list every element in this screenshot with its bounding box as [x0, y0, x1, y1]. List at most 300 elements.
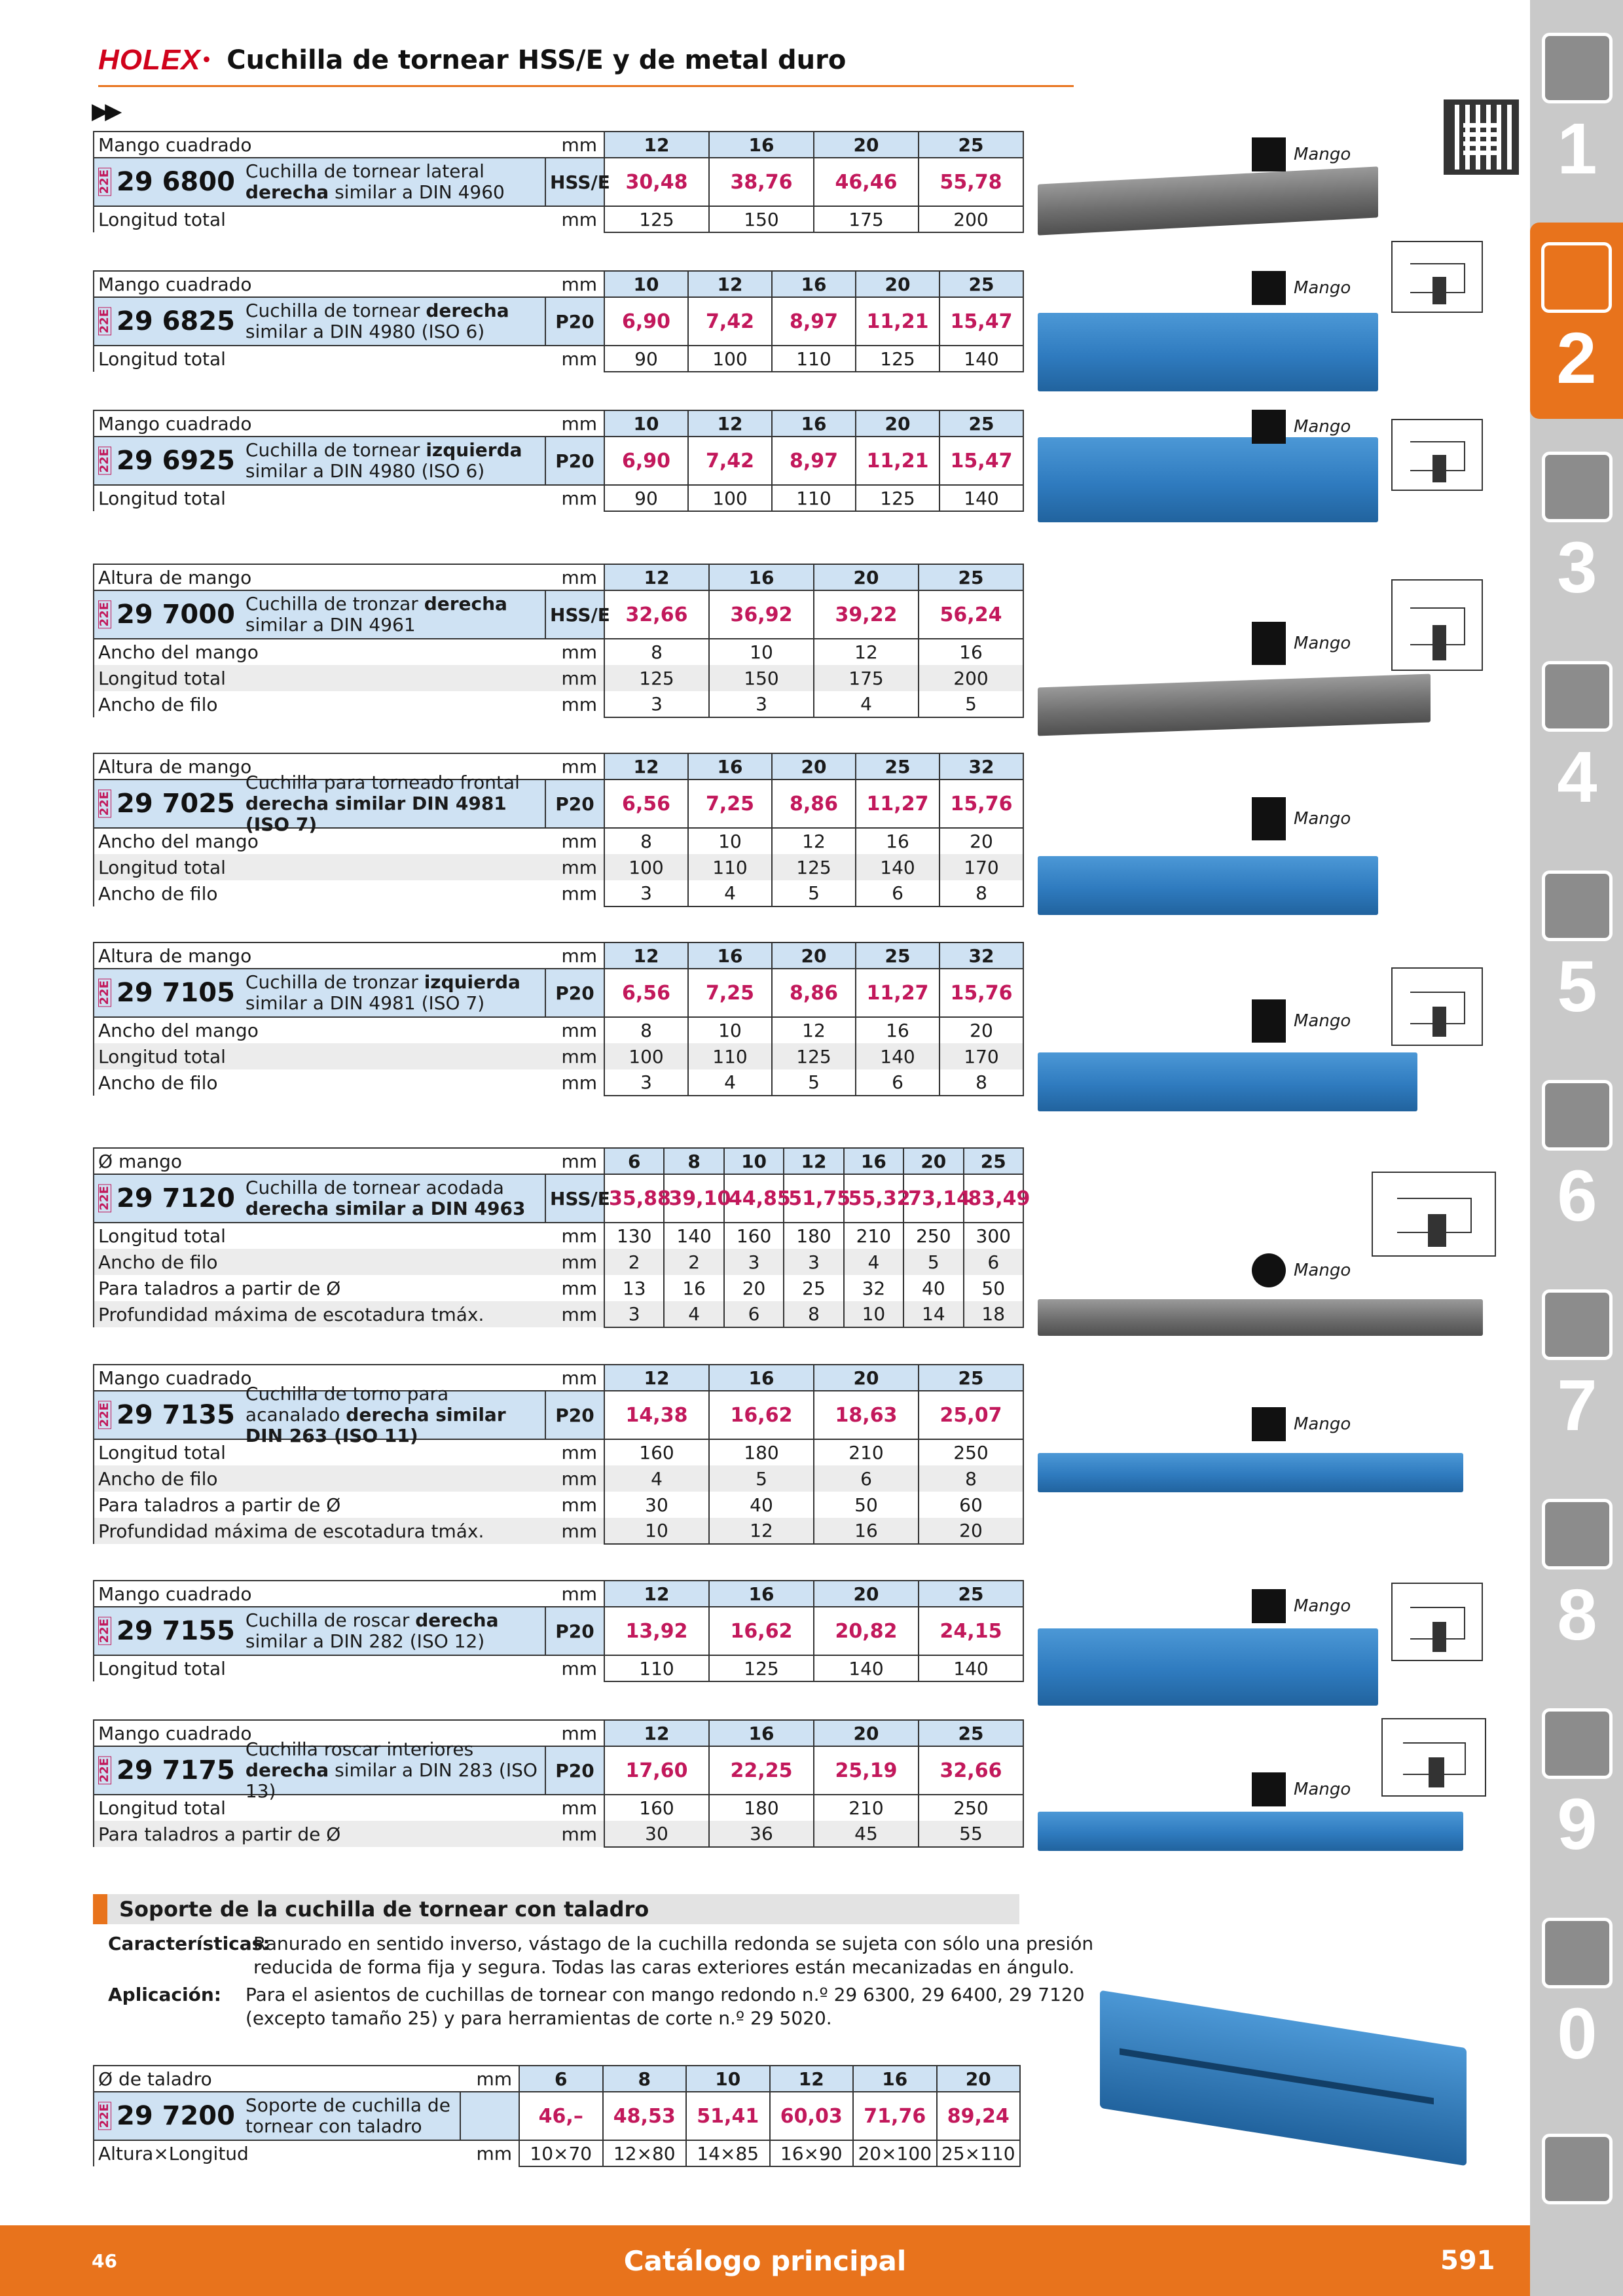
chapter-tab-3[interactable]	[1537, 432, 1618, 628]
spec-value: 5	[919, 691, 1023, 717]
article-number[interactable]	[94, 298, 235, 345]
spec-value: 14	[903, 1301, 963, 1327]
price-cell[interactable]: 24,15	[919, 1607, 1023, 1655]
chapter-number: 4	[1557, 737, 1597, 817]
article-description	[235, 440, 545, 482]
schematic-297000	[1391, 579, 1483, 671]
spec-value: 180	[709, 1795, 814, 1821]
shank-legend-square	[1252, 1589, 1351, 1623]
spec-row	[94, 1017, 1023, 1043]
spec-value: 32	[844, 1275, 903, 1301]
price-cell[interactable]: 83,49	[964, 1174, 1023, 1223]
spec-value: 125	[604, 206, 709, 232]
spec-label: Longitud total	[94, 854, 545, 880]
price-cell[interactable]: 11,27	[856, 969, 939, 1017]
price-cell[interactable]: 18,63	[814, 1391, 919, 1439]
spec-value: 175	[814, 665, 919, 691]
article-number[interactable]	[94, 1607, 235, 1655]
spec-label: Longitud total	[94, 485, 545, 511]
spec-value: 250	[903, 1223, 963, 1249]
spec-value: 170	[939, 1043, 1023, 1069]
article-code: 29 7175	[117, 1755, 235, 1785]
spec-value: 12	[709, 1518, 814, 1544]
price-cell[interactable]: 14,38	[604, 1391, 709, 1439]
spec-value: 125	[604, 665, 709, 691]
price-cell[interactable]: 39,22	[814, 590, 919, 639]
spec-value: 12	[772, 1017, 856, 1043]
price-cell[interactable]: 15,47	[939, 437, 1023, 485]
dimension-value: 25	[919, 1365, 1023, 1391]
square-shank-icon	[1252, 1407, 1286, 1441]
unit-label: mm	[545, 485, 604, 511]
spec-value: 3	[604, 1069, 688, 1096]
material-grade: P20	[545, 969, 604, 1017]
material-grade: P20	[545, 1391, 604, 1439]
drill-icon	[1542, 33, 1613, 103]
spec-value: 100	[688, 485, 772, 511]
unit-label: mm	[545, 1795, 604, 1821]
price-cell[interactable]: 71,76	[853, 2092, 937, 2140]
legend-label: Mango	[1294, 1414, 1351, 1434]
spec-table-297155	[93, 1580, 1024, 1682]
spec-row	[94, 691, 1023, 717]
price-cell[interactable]: 15,76	[939, 969, 1023, 1017]
price-cell[interactable]: 30,48	[604, 158, 709, 206]
spec-value: 30	[604, 1492, 709, 1518]
dimension-value: 16	[709, 1365, 814, 1391]
spec-value: 160	[604, 1795, 709, 1821]
spec-value: 20	[939, 1017, 1023, 1043]
article-code: 29 7135	[117, 1400, 235, 1430]
spec-value: 250	[919, 1439, 1023, 1465]
brand-logo: HOLEX	[98, 44, 201, 76]
footer-page-left: 46	[92, 2250, 117, 2272]
spec-value: 210	[844, 1223, 903, 1249]
price-cell[interactable]: 39,10	[664, 1174, 723, 1223]
price-cell[interactable]: 11,21	[856, 437, 939, 485]
price-cell[interactable]: 17,60	[604, 1746, 709, 1795]
price-cell[interactable]: 8,97	[772, 437, 856, 485]
article-row[interactable]	[94, 1746, 1023, 1795]
spec-row	[94, 1223, 1023, 1249]
features-block	[108, 1932, 1094, 1982]
chapter-tab-5[interactable]	[1537, 851, 1618, 1047]
price-cell[interactable]: 16,62	[709, 1607, 814, 1655]
dimension-value: 16	[688, 753, 772, 780]
material-grade	[460, 2092, 519, 2140]
spec-label: Profundidad máxima de escotadura tmáx.	[94, 1518, 545, 1544]
spec-value: 90	[604, 485, 688, 511]
article-cell	[94, 1174, 545, 1223]
spec-value: 16	[664, 1275, 723, 1301]
spec-value: 25	[784, 1275, 843, 1301]
spec-value: 140	[919, 1655, 1023, 1681]
dimension-value: 12	[604, 942, 688, 969]
unit-label: mm	[545, 691, 604, 717]
spec-label: Profundidad máxima de escotadura tmáx.	[94, 1301, 545, 1327]
unit-label: mm	[545, 1249, 604, 1275]
dimension-value: 16	[844, 1148, 903, 1174]
material-grade: P20	[545, 297, 604, 346]
tag-icon: 22E	[98, 1184, 111, 1212]
price-cell[interactable]: 25,07	[919, 1391, 1023, 1439]
spec-label: Ancho del mango	[94, 639, 545, 665]
price-cell[interactable]: 73,14	[903, 1174, 963, 1223]
price-cell[interactable]: 15,76	[939, 780, 1023, 828]
spec-label: Altura×Longitud	[94, 2140, 460, 2166]
spec-table-297175	[93, 1719, 1024, 1848]
forward-arrows-icon[interactable]: ▶▶	[92, 98, 119, 124]
desc-bold: derecha	[424, 593, 507, 615]
features-label: Características:	[108, 1933, 270, 1954]
spec-value: 130	[604, 1223, 664, 1249]
article-description	[235, 972, 545, 1014]
features-text: Ranurado en sentido inverso, vástago de la cuchilla redonda se sujeta con sólo una presión reducida de forma fija y segura. Todas las caras exteriores están mecanizadas en ángulo.	[253, 1933, 1094, 1978]
article-code: 29 7155	[117, 1616, 235, 1646]
tag-icon: 22E	[98, 446, 111, 475]
tag-icon: 22E	[98, 1617, 111, 1645]
dimension-value: 20	[937, 2066, 1021, 2092]
desc-bold: izquierda	[426, 439, 522, 461]
dimension-value: 12	[604, 753, 688, 780]
dimension-value: 20	[772, 753, 856, 780]
spec-value: 60	[919, 1492, 1023, 1518]
material-grade: HSS/E	[545, 590, 604, 639]
spec-value: 100	[604, 1043, 688, 1069]
article-row[interactable]	[94, 437, 1023, 485]
article-number[interactable]	[94, 969, 235, 1016]
spec-value: 3	[604, 1301, 664, 1327]
spec-value: 25×110	[937, 2140, 1021, 2166]
price-cell[interactable]: 15,47	[939, 297, 1023, 346]
chapter-tab-1[interactable]	[1537, 13, 1618, 209]
article-number[interactable]	[94, 158, 235, 206]
unit-label: mm	[545, 1821, 604, 1847]
article-code: 29 6825	[117, 306, 235, 336]
article-description	[235, 594, 545, 636]
spec-row	[94, 1655, 1023, 1681]
spec-row	[94, 1439, 1023, 1465]
spec-value: 125	[709, 1655, 814, 1681]
dimension-value: 12	[604, 1365, 709, 1391]
price-cell[interactable]: 38,76	[709, 158, 814, 206]
dimension-value: 25	[919, 564, 1023, 590]
spec-value: 125	[772, 1043, 856, 1069]
article-row[interactable]	[94, 1174, 1023, 1223]
price-cell[interactable]: 46,–	[519, 2092, 603, 2140]
spec-table-296800	[93, 131, 1024, 233]
price-cell[interactable]: 7,25	[688, 780, 772, 828]
pliers-icon	[1542, 1289, 1613, 1360]
spec-value: 16×90	[770, 2140, 854, 2166]
price-cell[interactable]: 56,24	[919, 590, 1023, 639]
chapter-tab-4[interactable]	[1537, 641, 1618, 838]
spec-value: 4	[844, 1249, 903, 1275]
price-cell[interactable]: 6,56	[604, 780, 688, 828]
price-cell[interactable]: 32,66	[919, 1746, 1023, 1795]
tool-image-296925	[1038, 437, 1378, 522]
dimension-value: 10	[724, 1148, 784, 1174]
dimension-value: 10	[686, 2066, 770, 2092]
header-rule	[98, 85, 1074, 87]
spec-value: 125	[856, 346, 939, 372]
article-code: 29 7025	[117, 789, 235, 819]
article-number[interactable]	[94, 437, 235, 484]
footer-page-number: 591	[1440, 2246, 1495, 2276]
spec-value: 10	[709, 639, 814, 665]
price-cell[interactable]: 8,97	[772, 297, 856, 346]
material-grade: HSS/E	[545, 1174, 604, 1223]
tool-image-296825	[1038, 313, 1378, 391]
price-cell[interactable]: 55,32	[844, 1174, 903, 1223]
spec-label: Longitud total	[94, 1795, 545, 1821]
dimension-value: 20	[856, 271, 939, 297]
price-cell[interactable]: 8,86	[772, 780, 856, 828]
tag-icon: 22E	[98, 2102, 111, 2130]
dimension-label: Mango cuadrado	[94, 1365, 545, 1391]
price-cell[interactable]: 48,53	[603, 2092, 687, 2140]
article-cell	[94, 1383, 545, 1446]
price-cell[interactable]: 32,66	[604, 590, 709, 639]
spec-value: 140	[939, 485, 1023, 511]
dimension-value: 12	[784, 1148, 843, 1174]
unit-label: mm	[545, 1148, 604, 1174]
spec-value: 100	[604, 854, 688, 880]
spec-row	[94, 1069, 1023, 1096]
spec-value: 110	[688, 1043, 772, 1069]
spec-label: Para taladros a partir de Ø	[94, 1492, 545, 1518]
shank-legend-rect	[1252, 797, 1351, 840]
price-cell[interactable]: 8,86	[772, 969, 856, 1017]
spec-value: 16	[856, 1017, 939, 1043]
price-cell[interactable]: 6,90	[604, 297, 688, 346]
spec-value: 8	[604, 639, 709, 665]
article-code: 29 7000	[117, 600, 235, 630]
dimension-value: 16	[709, 564, 814, 590]
chapter-tab-2[interactable]	[1530, 223, 1623, 419]
material-grade: P20	[545, 780, 604, 828]
spec-value: 300	[964, 1223, 1023, 1249]
spec-value: 110	[772, 346, 856, 372]
dimension-value: 20	[814, 132, 919, 158]
article-row[interactable]	[94, 158, 1023, 206]
desc-text: Cuchilla de tornear	[245, 439, 426, 461]
spec-value: 210	[814, 1439, 919, 1465]
price-cell[interactable]: 51,75	[784, 1174, 843, 1223]
price-cell[interactable]: 7,42	[688, 297, 772, 346]
desc-text: Soporte de cuchilla de tornear con taladro	[245, 2094, 450, 2137]
cabinet-icon	[1542, 1708, 1613, 1779]
price-cell[interactable]: 16,62	[709, 1391, 814, 1439]
spec-label: Longitud total	[94, 665, 545, 691]
chapter-number: 8	[1557, 1575, 1597, 1655]
spec-value: 250	[919, 1795, 1023, 1821]
article-number[interactable]	[94, 591, 235, 638]
spec-value: 20	[939, 828, 1023, 854]
page-header	[98, 41, 846, 80]
spec-row	[94, 2140, 1020, 2166]
price-cell[interactable]: 6,56	[604, 969, 688, 1017]
price-cell[interactable]: 22,25	[709, 1746, 814, 1795]
unit-label: mm	[545, 828, 604, 854]
dimension-value: 16	[709, 1720, 814, 1746]
dimension-value: 20	[903, 1148, 963, 1174]
spec-label: Longitud total	[94, 206, 545, 232]
spec-table-296925	[93, 410, 1024, 512]
spec-value: 140	[664, 1223, 723, 1249]
tool-image-297025	[1038, 856, 1378, 915]
square-shank-icon	[1252, 1589, 1286, 1623]
price-cell[interactable]: 20,82	[814, 1607, 919, 1655]
article-row[interactable]	[94, 590, 1023, 639]
logo-dot: •	[200, 48, 213, 72]
round-shank-icon	[1252, 1253, 1286, 1287]
tap-icon	[1542, 452, 1613, 522]
unit-label: mm	[545, 1720, 604, 1746]
price-cell[interactable]: 55,78	[919, 158, 1023, 206]
article-row[interactable]	[94, 969, 1023, 1017]
dimension-value: 8	[664, 1148, 723, 1174]
price-cell[interactable]: 44,85	[724, 1174, 784, 1223]
spec-value: 8	[939, 880, 1023, 906]
legend-label: Mango	[1294, 1261, 1351, 1280]
saw-disc-icon	[1542, 870, 1613, 941]
page-title: Cuchilla de tornear HSS/E y de metal duro	[227, 45, 847, 75]
tag-icon: 22E	[98, 1756, 111, 1784]
spec-table-297000	[93, 564, 1024, 718]
schematic-297175	[1381, 1718, 1486, 1797]
chapter-tab-i[interactable]	[1537, 2114, 1618, 2219]
spec-value: 4	[688, 1069, 772, 1096]
spec-row	[94, 1043, 1023, 1069]
spec-value: 10	[604, 1518, 709, 1544]
spec-row	[94, 1518, 1023, 1544]
chapter-tab-9[interactable]	[1537, 1689, 1618, 1885]
holder-image-297200	[1100, 1990, 1467, 2166]
rect-shank-icon	[1252, 797, 1286, 840]
spec-value: 90	[604, 346, 688, 372]
spec-table-297135	[93, 1364, 1024, 1545]
unit-label: mm	[545, 854, 604, 880]
price-cell[interactable]: 36,92	[709, 590, 814, 639]
spec-value: 20	[724, 1275, 784, 1301]
article-row[interactable]	[94, 780, 1023, 828]
price-cell[interactable]: 6,90	[604, 437, 688, 485]
spec-value: 4	[688, 880, 772, 906]
legend-label: Mango	[1294, 417, 1351, 437]
material-grade: HSS/E	[545, 158, 604, 206]
price-cell[interactable]: 35,88	[604, 1174, 664, 1223]
spec-value: 110	[772, 485, 856, 511]
legend-label: Mango	[1294, 1780, 1351, 1799]
price-cell[interactable]: 46,46	[814, 158, 919, 206]
tag-icon: 22E	[98, 1401, 111, 1429]
shank-legend-square	[1252, 410, 1351, 444]
dimension-label: Mango cuadrado	[94, 410, 545, 437]
chapter-tab-8[interactable]	[1537, 1479, 1618, 1676]
price-cell[interactable]: 25,19	[814, 1746, 919, 1795]
rect-shank-icon	[1252, 622, 1286, 665]
price-cell[interactable]: 13,92	[604, 1607, 709, 1655]
legend-label: Mango	[1294, 809, 1351, 829]
article-code: 29 7120	[117, 1183, 235, 1213]
article-number[interactable]	[94, 1391, 235, 1439]
article-row[interactable]	[94, 297, 1023, 346]
desc-text: Cuchilla de roscar	[245, 1609, 416, 1631]
dimension-value: 25	[919, 1720, 1023, 1746]
article-number[interactable]	[94, 2092, 235, 2140]
spec-value: 18	[964, 1301, 1023, 1327]
dimension-value: 12	[604, 1720, 709, 1746]
article-row[interactable]	[94, 1391, 1023, 1439]
spec-value: 40	[903, 1275, 963, 1301]
spec-label: Ancho de filo	[94, 1465, 545, 1492]
spec-value: 20	[919, 1518, 1023, 1544]
price-cell[interactable]: 11,27	[856, 780, 939, 828]
spec-value: 10	[688, 1017, 772, 1043]
dimension-value: 12	[688, 410, 772, 437]
price-cell[interactable]: 51,41	[686, 2092, 770, 2140]
spec-label: Para taladros a partir de Ø	[94, 1821, 545, 1847]
footer-catalog-title: Catálogo principal	[623, 2244, 907, 2277]
qr-code-icon[interactable]	[1444, 99, 1519, 175]
price-cell[interactable]: 60,03	[770, 2092, 854, 2140]
spec-label: Longitud total	[94, 1439, 545, 1465]
unit-label: mm	[545, 206, 604, 232]
info-icon	[1542, 2134, 1613, 2204]
dimension-row	[94, 1581, 1023, 1607]
tool-image-297135	[1038, 1453, 1463, 1492]
article-row[interactable]	[94, 1607, 1023, 1655]
unit-label: mm	[545, 880, 604, 906]
desc-text: similar a DIN 4961	[245, 614, 416, 636]
price-cell[interactable]: 7,42	[688, 437, 772, 485]
article-number[interactable]	[94, 780, 235, 827]
dimension-value: 16	[772, 271, 856, 297]
dimension-row	[94, 1365, 1023, 1391]
desc-bold: derecha	[245, 1759, 329, 1781]
article-number[interactable]	[94, 1747, 235, 1794]
spec-row	[94, 1795, 1023, 1821]
tag-icon: 22E	[98, 600, 111, 628]
spec-value: 5	[772, 1069, 856, 1096]
dimension-value: 8	[603, 2066, 687, 2092]
price-cell[interactable]: 11,21	[856, 297, 939, 346]
spec-label: Ancho de filo	[94, 1069, 545, 1096]
chapter-sidebar	[1530, 0, 1623, 2296]
spec-value: 45	[814, 1821, 919, 1847]
spec-value: 10×70	[519, 2140, 603, 2166]
unit-label: mm	[460, 2066, 519, 2092]
price-cell[interactable]: 7,25	[688, 969, 772, 1017]
schematic-297105	[1391, 967, 1483, 1046]
chapter-tab-7[interactable]	[1537, 1270, 1618, 1466]
chapter-tab-0[interactable]	[1537, 1898, 1618, 2094]
chapter-number: 0	[1557, 1994, 1597, 2074]
dimension-value: 20	[814, 1581, 919, 1607]
tool-image-297120	[1038, 1299, 1483, 1336]
chapter-tab-6[interactable]	[1537, 1060, 1618, 1257]
desc-bold: izquierda	[424, 971, 520, 993]
price-cell[interactable]: 89,24	[937, 2092, 1021, 2140]
spec-value: 8	[919, 1465, 1023, 1492]
article-row[interactable]	[94, 2092, 1020, 2140]
spec-row	[94, 206, 1023, 232]
dimension-value: 25	[939, 271, 1023, 297]
article-cell	[94, 969, 545, 1017]
article-number[interactable]	[94, 1175, 235, 1222]
unit-label: mm	[545, 665, 604, 691]
